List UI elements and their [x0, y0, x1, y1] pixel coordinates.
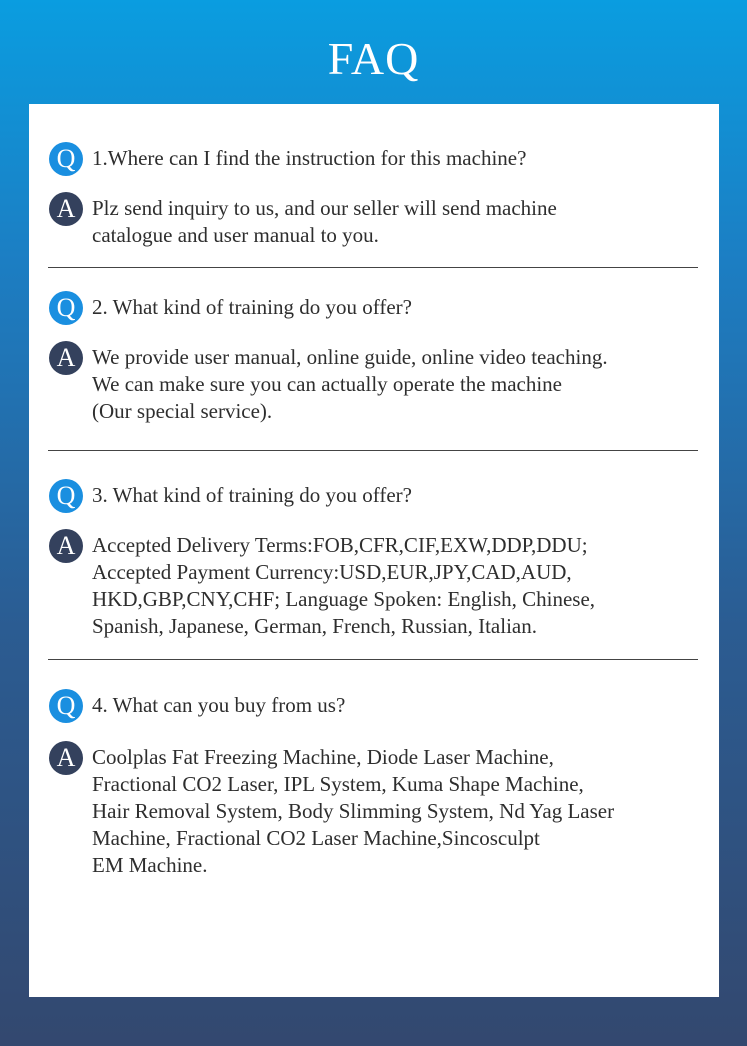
question-badge-icon: Q: [49, 291, 83, 325]
answer-text: Plz send inquiry to us, and our seller will send machine catalogue and user manual to you.: [92, 196, 557, 247]
answer-text: Accepted Delivery Terms:FOB,CFR,CIF,EXW,DDP,DDU; Accepted Payment Currency:USD,EUR,JPY,CAD,AUD, HKD,GBP,CNY,CHF; Language Spoken: English, Chinese, Spanish, Japanese, German, French, Russian, Italian.: [92, 533, 596, 638]
page-title: FAQ: [327, 33, 420, 84]
divider: [48, 267, 698, 268]
answer-badge-icon: A: [49, 192, 83, 226]
question-text: 2. What kind of training do you offer?: [92, 295, 412, 319]
question-text: 1.Where can I find the instruction for this machine?: [92, 146, 527, 170]
question-text: 3. What kind of training do you offer?: [92, 483, 412, 507]
question-badge-icon: Q: [49, 142, 83, 176]
divider: [48, 450, 698, 451]
divider: [48, 659, 698, 660]
question-badge-icon: Q: [49, 479, 83, 513]
answer-badge-icon: A: [49, 341, 83, 375]
faq-panel: [29, 104, 719, 997]
answer-text: Coolplas Fat Freezing Machine, Diode Laser Machine, Fractional CO2 Laser, IPL System, Kuma Shape Machine, Hair Removal System, Body Slimming System, Nd Yag Laser Machine, Fractional CO2 Laser Machine,Sincosculpt EM Machine.: [92, 745, 615, 877]
answer-text: We provide user manual, online guide, online video teaching. We can make sure you can actually operate the machine (Our special service).: [92, 345, 608, 423]
question-badge-icon: Q: [49, 689, 83, 723]
question-text: 4. What can you buy from us?: [92, 693, 346, 717]
answer-badge-icon: A: [49, 529, 83, 563]
answer-badge-icon: A: [49, 741, 83, 775]
